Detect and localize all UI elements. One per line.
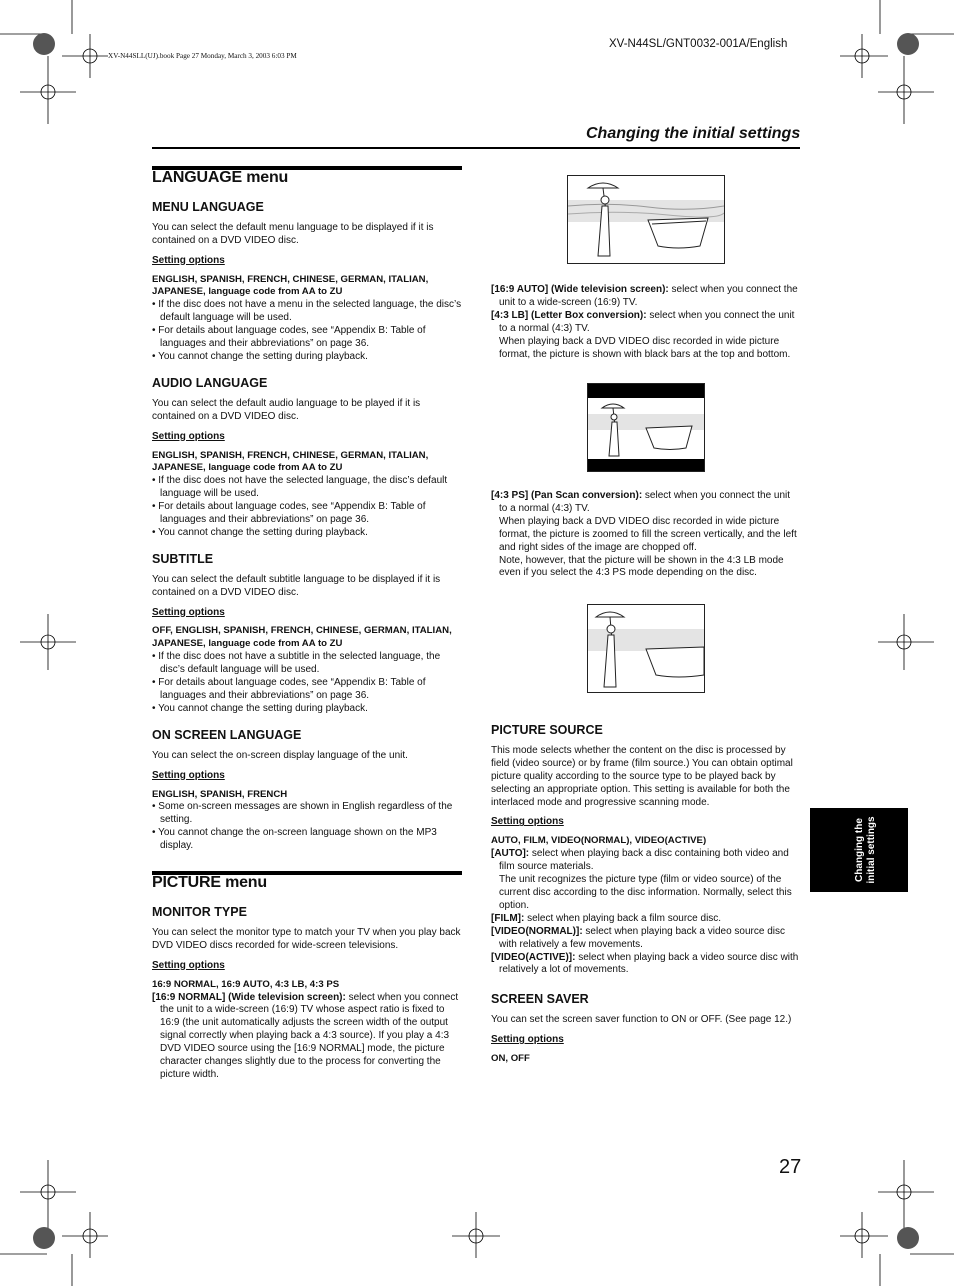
setting-options-label: Setting options: [152, 606, 225, 618]
monitor-type-heading: MONITOR TYPE: [152, 904, 247, 919]
monitor-lb-detail: When playing back a DVD VIDEO disc recorded in wide picture format, the picture is shown with black bars at the top and bottom.: [499, 335, 791, 360]
setting-options-label: Setting options: [491, 816, 564, 828]
on-screen-language-body: You can select the on-screen display language of the unit.: [152, 749, 408, 761]
screen-saver-body: You can set the screen saver function to ON or OFF. (See page 12.): [491, 1014, 792, 1026]
setting-options-label: Setting options: [152, 959, 225, 971]
picture-source-video-active: [VIDEO(ACTIVE)]: select when playing back a video source disc with relatively a lot of movements.: [491, 951, 799, 976]
list-item: • You cannot change the setting during playback.: [152, 703, 462, 716]
monitor-lb-item: [4:3 LB] (Letter Box conversion): select when you connect the unit to a normal (4:3) TV.: [491, 309, 795, 334]
audio-language-heading: AUDIO LANGUAGE: [152, 375, 268, 390]
picture-source-heading: PICTURE SOURCE: [491, 723, 603, 737]
subtitle-notes: [152, 651, 462, 716]
list-item: • For details about language codes, see “Appendix B: Table of languages and their abbreviations” on page 36.: [152, 325, 462, 351]
monitor-ps-detail: When playing back a DVD VIDEO disc recorded in wide picture format, the picture is zoomed to fill the screen vertically, and the left and right sides of the image are chopped off.: [499, 515, 797, 553]
page-number: 27: [779, 1156, 802, 1178]
side-tab-label: Changing the initial settings: [854, 816, 877, 884]
list-item: • You cannot change the on-screen language shown on the MP3 display.: [152, 827, 462, 853]
list-item: • For details about language codes, see “Appendix B: Table of languages and their abbreviations” on page 36.: [152, 677, 462, 703]
monitor-type-options: 16:9 NORMAL, 16:9 AUTO, 4:3 LB, 4:3 PS: [152, 978, 340, 990]
subtitle-options: OFF, ENGLISH, SPANISH, FRENCH, CHINESE, GERMAN, ITALIAN, JAPANESE, language code from AA to ZU: [152, 625, 452, 650]
monitor-ps-item: [4:3 PS] (Pan Scan conversion): select when you connect the unit to a normal (4:3) TV.: [491, 490, 791, 514]
list-item: • For details about language codes, see “Appendix B: Table of languages and their abbreviations” on page 36.: [152, 501, 462, 527]
picture-source-auto-detail: The unit recognizes the picture type (film or video source) of the current disc according to the disc information. Normally, select this option.: [499, 874, 792, 911]
picture-source-options: AUTO, FILM, VIDEO(NORMAL), VIDEO(ACTIVE): [491, 835, 707, 847]
right-column-top: [491, 284, 801, 361]
screen-saver-heading: SCREEN SAVER: [491, 992, 589, 1007]
beach-scene-icon: [588, 605, 704, 692]
subtitle-body: You can select the default subtitle language to be displayed if it is contained on a DVD VIDEO disc.: [152, 573, 441, 598]
setting-options-label: Setting options: [491, 1034, 564, 1046]
picture-source-body: This mode selects whether the content on the disc is processed by field (video source) or by frame (film source.) You can obtain optimal picture quality according to the source type to be played back by selecting an appropriate option. This setting is available for both the interlaced mode and progressive scanning mode.: [491, 744, 793, 808]
picture-menu-title: PICTURE menu: [152, 874, 267, 892]
monitor-normal-item: [16:9 NORMAL] (Wide television screen): select when you connect the unit to a wide-screen (16:9) TV whose aspect ratio is fixed to 16:9 (the unit automatically adjusts the screen width of the output signal correctly when playing back a 4:3 source). If you play a 4:3 DVD VIDEO source using the [16:9 NORMAL] mode, the picture character changes slightly due to the process for converting the picture width.: [152, 991, 459, 1080]
header-rule: [152, 147, 800, 149]
right-column-mid: [491, 490, 801, 580]
list-item: • You cannot change the setting during playback.: [152, 351, 462, 364]
setting-options-label: Setting options: [152, 430, 225, 442]
beach-scene-icon: [588, 384, 704, 471]
wide-picture-illustration: [567, 175, 725, 264]
list-item: • You cannot change the setting during playback.: [152, 527, 462, 540]
menu-language-body: You can select the default menu language to be displayed if it is contained on a DVD VIDEO disc.: [152, 221, 434, 246]
audio-language-body: You can select the default audio language to be played if it is contained on a DVD VIDEO disc.: [152, 397, 421, 422]
setting-options-label: Setting options: [152, 254, 225, 266]
on-screen-language-notes: [152, 801, 462, 853]
subtitle-heading: SUBTITLE: [152, 551, 214, 566]
beach-scene-icon: [568, 176, 724, 263]
menu-language-notes: [152, 299, 462, 364]
setting-options-label: Setting options: [152, 769, 225, 781]
monitor-auto-item: [16:9 AUTO] (Wide television screen): select when you connect the unit to a wide-screen (16:9) TV.: [491, 284, 798, 308]
menu-language-options: ENGLISH, SPANISH, FRENCH, CHINESE, GERMAN, ITALIAN, JAPANESE, language code from AA to ZU: [152, 273, 429, 298]
audio-language-options: ENGLISH, SPANISH, FRENCH, CHINESE, GERMAN, ITALIAN, JAPANESE, language code from AA to ZU: [152, 449, 429, 474]
model-code: XV-N44SL/GNT0032-001A/English: [609, 38, 788, 50]
monitor-ps-note: Note, however, that the picture will be shown in the 4:3 LB mode even if you select the 4:3 PS mode depending on the disc.: [499, 554, 784, 579]
on-screen-language-heading: ON SCREEN LANGUAGE: [152, 727, 302, 742]
list-item: • If the disc does not have a menu in the selected language, the disc’s default language will be used.: [152, 299, 462, 325]
letterbox-illustration: [587, 383, 705, 472]
on-screen-language-options: ENGLISH, SPANISH, FRENCH: [152, 788, 288, 800]
running-header: Changing the initial settings: [586, 125, 801, 142]
monitor-type-body: You can select the monitor type to match your TV when you play back DVD VIDEO discs recorded for wide-screen televisions.: [152, 926, 461, 951]
pan-scan-illustration: [587, 604, 705, 693]
picture-source-auto: [AUTO]: select when playing back a disc containing both video and film source materials.: [491, 848, 789, 873]
screen-saver-options: ON, OFF: [491, 1053, 530, 1065]
right-column-bottom: [491, 724, 801, 1066]
left-column: [152, 166, 462, 1082]
audio-language-notes: [152, 475, 462, 540]
side-tab: [810, 808, 908, 892]
language-menu-title: LANGUAGE menu: [152, 169, 289, 186]
menu-language-heading: MENU LANGUAGE: [152, 199, 264, 214]
book-line: XV-N44SLL(UJ).book Page 27 Monday, March 3, 2003 6:03 PM: [108, 52, 297, 60]
list-item: • If the disc does not have the selected language, the disc’s default language will be used.: [152, 475, 462, 501]
list-item: • If the disc does not have a subtitle in the selected language, the disc’s default language will be used.: [152, 651, 462, 677]
picture-source-video-normal: [VIDEO(NORMAL)]: select when playing back a video source disc with relatively a few movements.: [491, 925, 785, 950]
picture-source-film: [FILM]: select when playing back a film source disc.: [491, 912, 722, 924]
list-item: • Some on-screen messages are shown in English regardless of the setting.: [152, 801, 462, 827]
